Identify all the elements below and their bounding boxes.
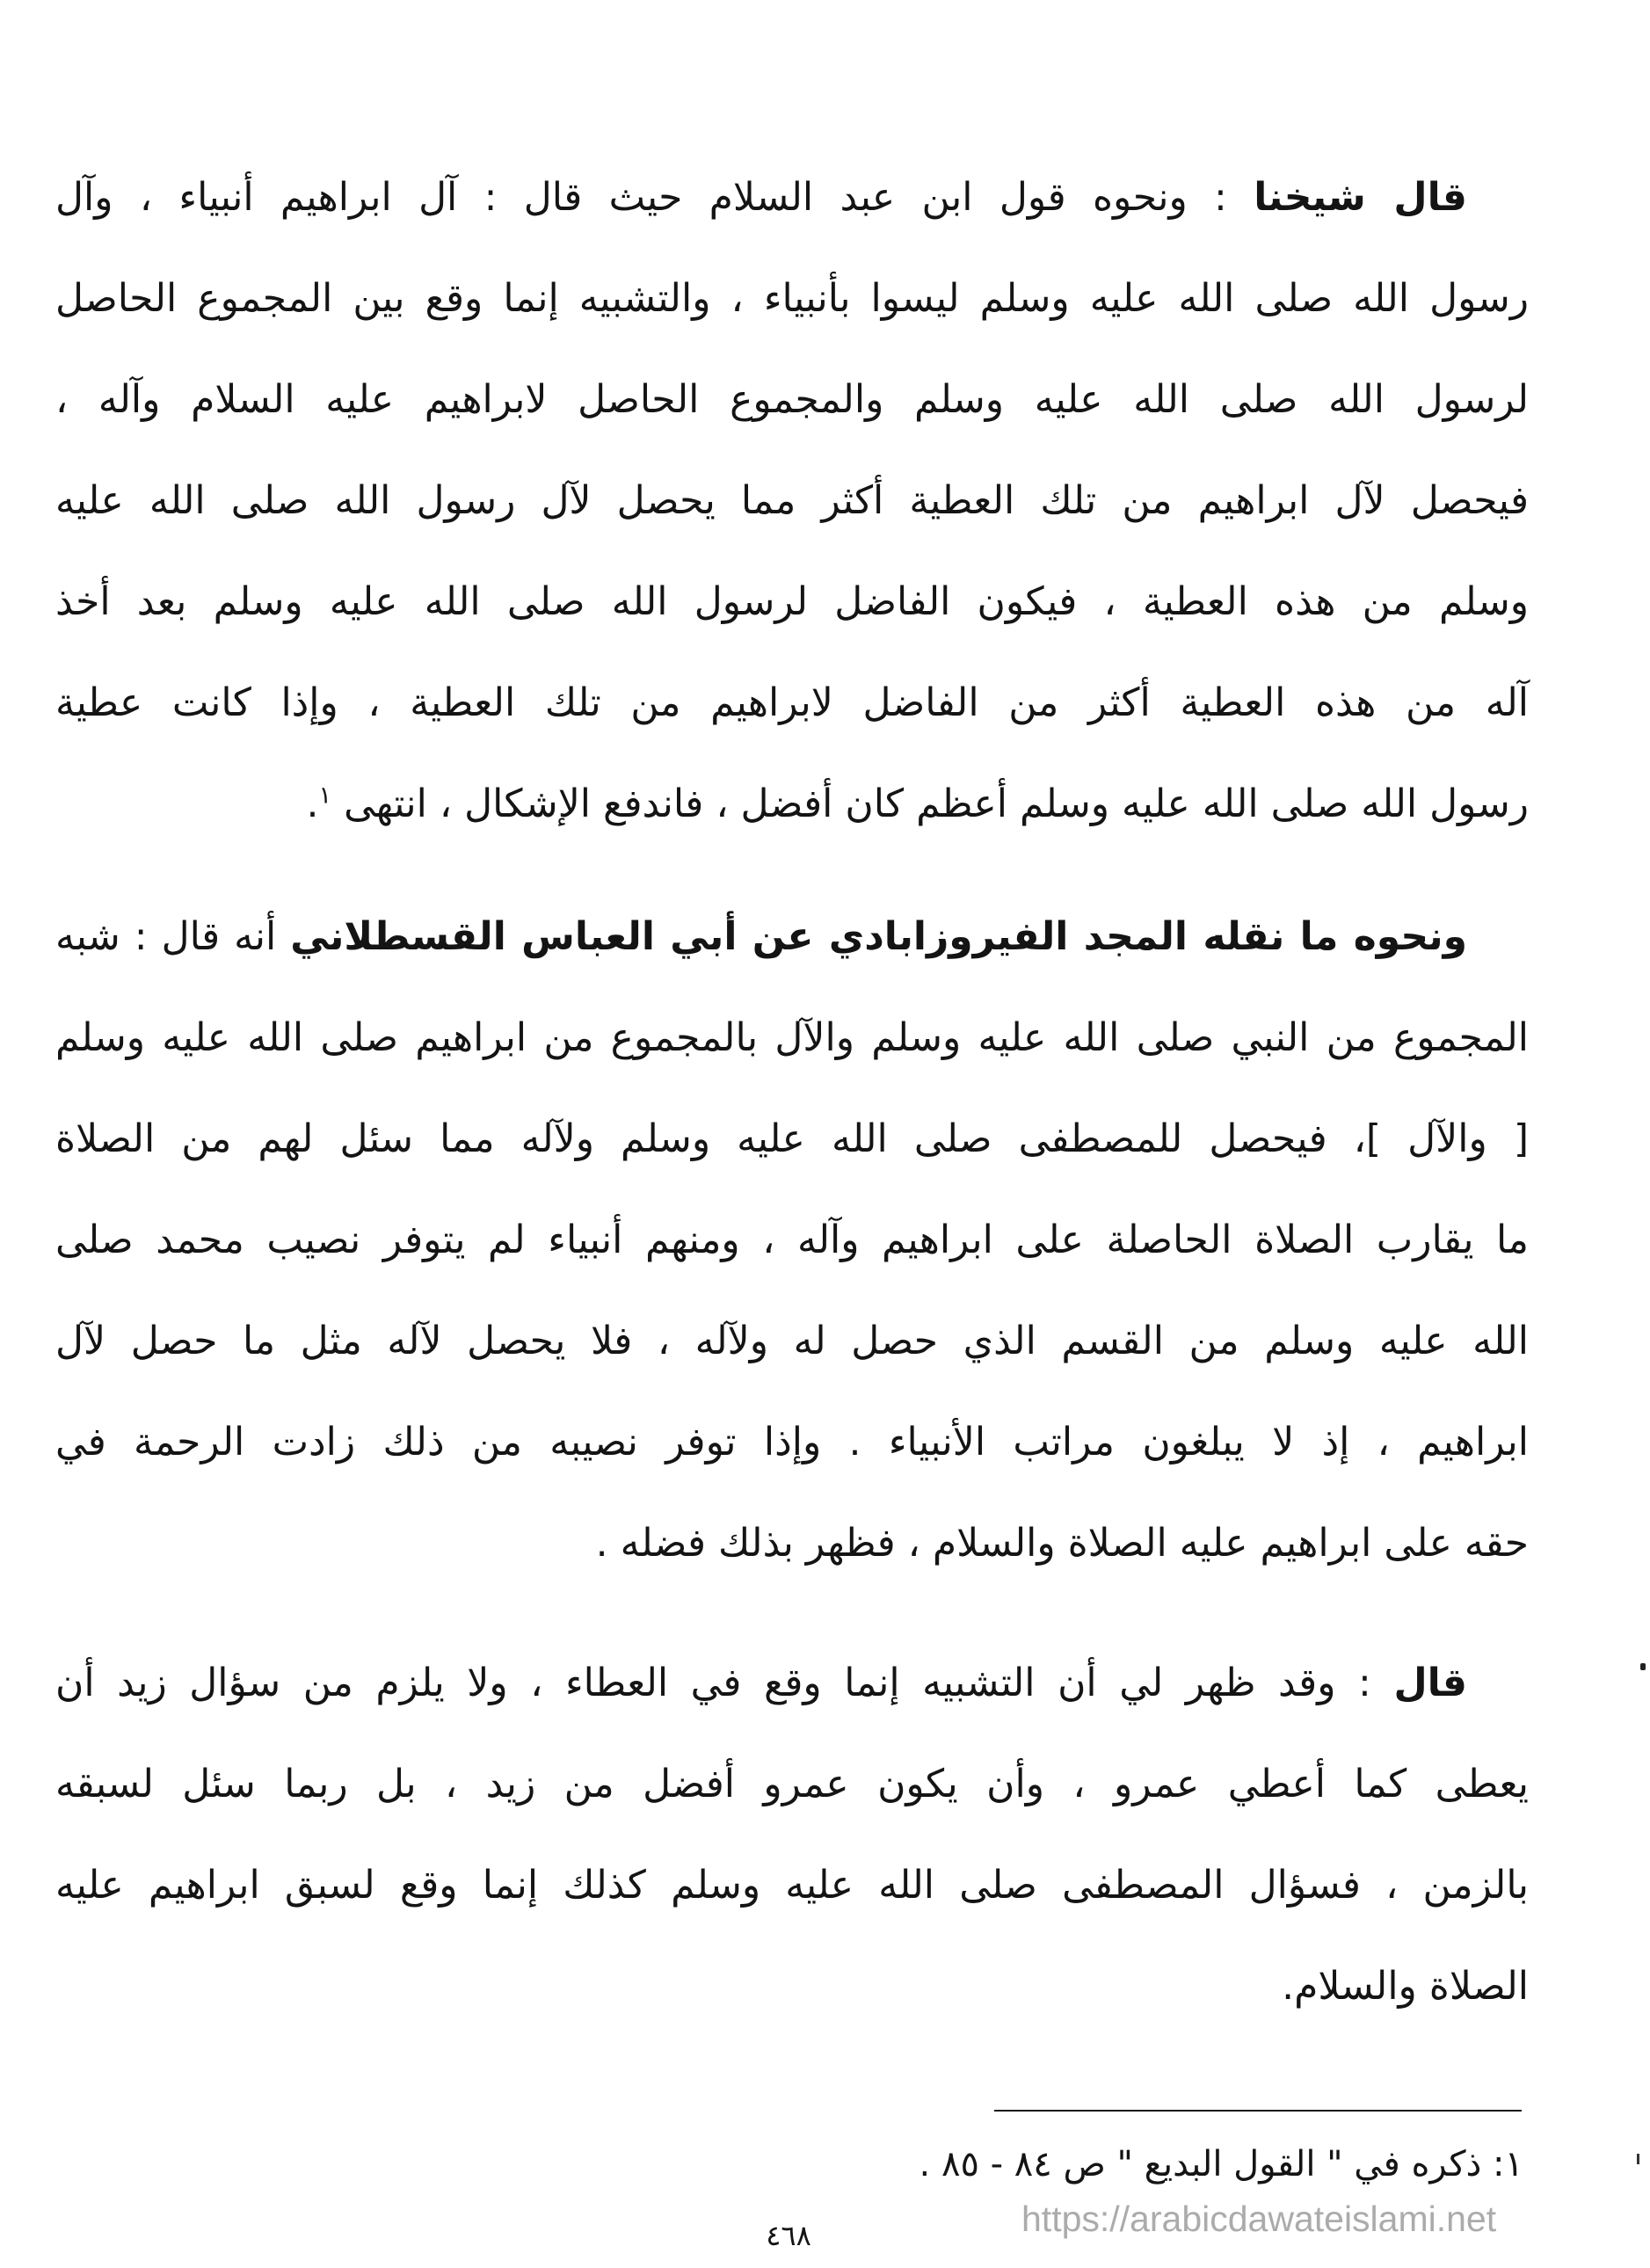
footnote: ١: ذكره في " القول البديع " ص ٨٤ - ٨٥ . xyxy=(919,2144,1523,2184)
line-text: يعطى كما أعطي عمرو ، وأن يكون عمرو أفضل من زيد ، بل ربما سئل لسبقه xyxy=(55,1762,1529,1806)
text-line xyxy=(55,450,1529,551)
line-content xyxy=(55,1661,1467,1705)
line-text: : وقد ظهر لي أن التشبيه إنما وقع في العطاء ، ولا يلزم من سؤال زيد أن xyxy=(55,1661,1371,1705)
text-line xyxy=(55,987,1529,1088)
text-line xyxy=(55,1632,1529,1734)
line-text: المجموع من النبي صلى الله عليه وسلم والآل بالمجموع من ابراهيم صلى الله عليه وسلم xyxy=(55,1015,1529,1060)
line-text: حقه على ابراهيم عليه الصلاة والسلام ، فظهر بذلك فضله . xyxy=(595,1521,1529,1566)
line-text: : ونحوه قول ابن عبد السلام حيث قال : آل ابراهيم أنبياء ، وآل xyxy=(55,175,1227,220)
text-line xyxy=(55,1493,1529,1594)
line-text: ابراهيم ، إذ لا يبلغون مراتب الأنبياء . وإذا توفر نصيبه من ذلك زادت الرحمة في xyxy=(55,1420,1529,1465)
line-text: أنه قال : شبه xyxy=(55,914,277,959)
text-line xyxy=(55,1189,1529,1290)
text-line xyxy=(55,652,1529,753)
line-text: الصلاة والسلام. xyxy=(1282,1964,1529,2009)
text-line xyxy=(55,248,1529,349)
line-text: الله عليه وسلم من القسم الذي حصل له ولآله ، فلا يحصل لآله مثل ما حصل لآل xyxy=(55,1319,1529,1363)
line-text: لرسول الله صلى الله عليه وسلم والمجموع الحاصل لابراهيم عليه السلام وآله ، xyxy=(55,377,1529,422)
footnote-separator xyxy=(994,2110,1522,2112)
line-text: آله من هذه العطية أكثر من الفاضل لابراهيم من تلك العطية ، وإذا كانت عطية xyxy=(55,680,1529,725)
line-text: رسول الله صلى الله عليه وسلم ليسوا بأنبياء ، والتشبيه إنما وقع بين المجموع الحاصل xyxy=(55,276,1529,321)
line-text: فيحصل لآل ابراهيم من تلك العطية أكثر مما يحصل لآل رسول الله صلى الله عليه xyxy=(55,478,1529,523)
paragraph xyxy=(55,886,1529,1594)
bold-lead: قال xyxy=(1393,1661,1468,1705)
line-text: ما يقارب الصلاة الحاصلة على ابراهيم وآله ، ومنهم أنبياء لم يتوفر نصيب محمد صلى xyxy=(55,1218,1529,1262)
line-content xyxy=(55,175,1467,220)
line-text: وسلم من هذه العطية ، فيكون الفاضل لرسول الله صلى الله عليه وسلم بعد أخذ xyxy=(55,579,1529,624)
bold-lead: قال شيخنا xyxy=(1254,175,1467,220)
text-line xyxy=(55,1734,1529,1835)
text-line xyxy=(55,886,1529,987)
scan-mark xyxy=(1640,1663,1646,1670)
line-text: رسول الله صلى الله عليه وسلم أعظم كان أفضل ، فاندفع الإشكال ، انتهى xyxy=(344,781,1529,826)
paragraph xyxy=(55,147,1529,854)
text-line xyxy=(55,551,1529,652)
page-number: ٤٦٨ xyxy=(766,2219,811,2252)
paragraph xyxy=(55,1632,1529,2037)
text-line xyxy=(55,1835,1529,1936)
watermark-url: https://arabicdawateislami.net xyxy=(1021,2199,1497,2239)
text-line xyxy=(55,753,1529,854)
scan-mark xyxy=(1637,2154,1639,2164)
line-text: بالزمن ، فسؤال المصطفى صلى الله عليه وسلم كذلك إنما وقع لسبق ابراهيم عليه xyxy=(55,1863,1529,1908)
text-line xyxy=(55,147,1529,248)
punctuation: . xyxy=(306,781,319,826)
line-content xyxy=(306,781,1529,826)
text-line xyxy=(55,1392,1529,1493)
line-content xyxy=(55,914,1467,959)
text-line xyxy=(55,1290,1529,1392)
line-text: [ والآل ]، فيحصل للمصطفى صلى الله عليه وسلم ولآله مما سئل لهم من الصلاة xyxy=(55,1116,1529,1161)
footnote-reference: ١ xyxy=(318,781,332,810)
text-line xyxy=(55,1088,1529,1189)
bold-lead: ونحوه ما نقله المجد الفيروزابادي عن أبي العباس القسطلاني xyxy=(290,914,1468,959)
text-line xyxy=(55,349,1529,450)
text-line xyxy=(55,1936,1529,2037)
